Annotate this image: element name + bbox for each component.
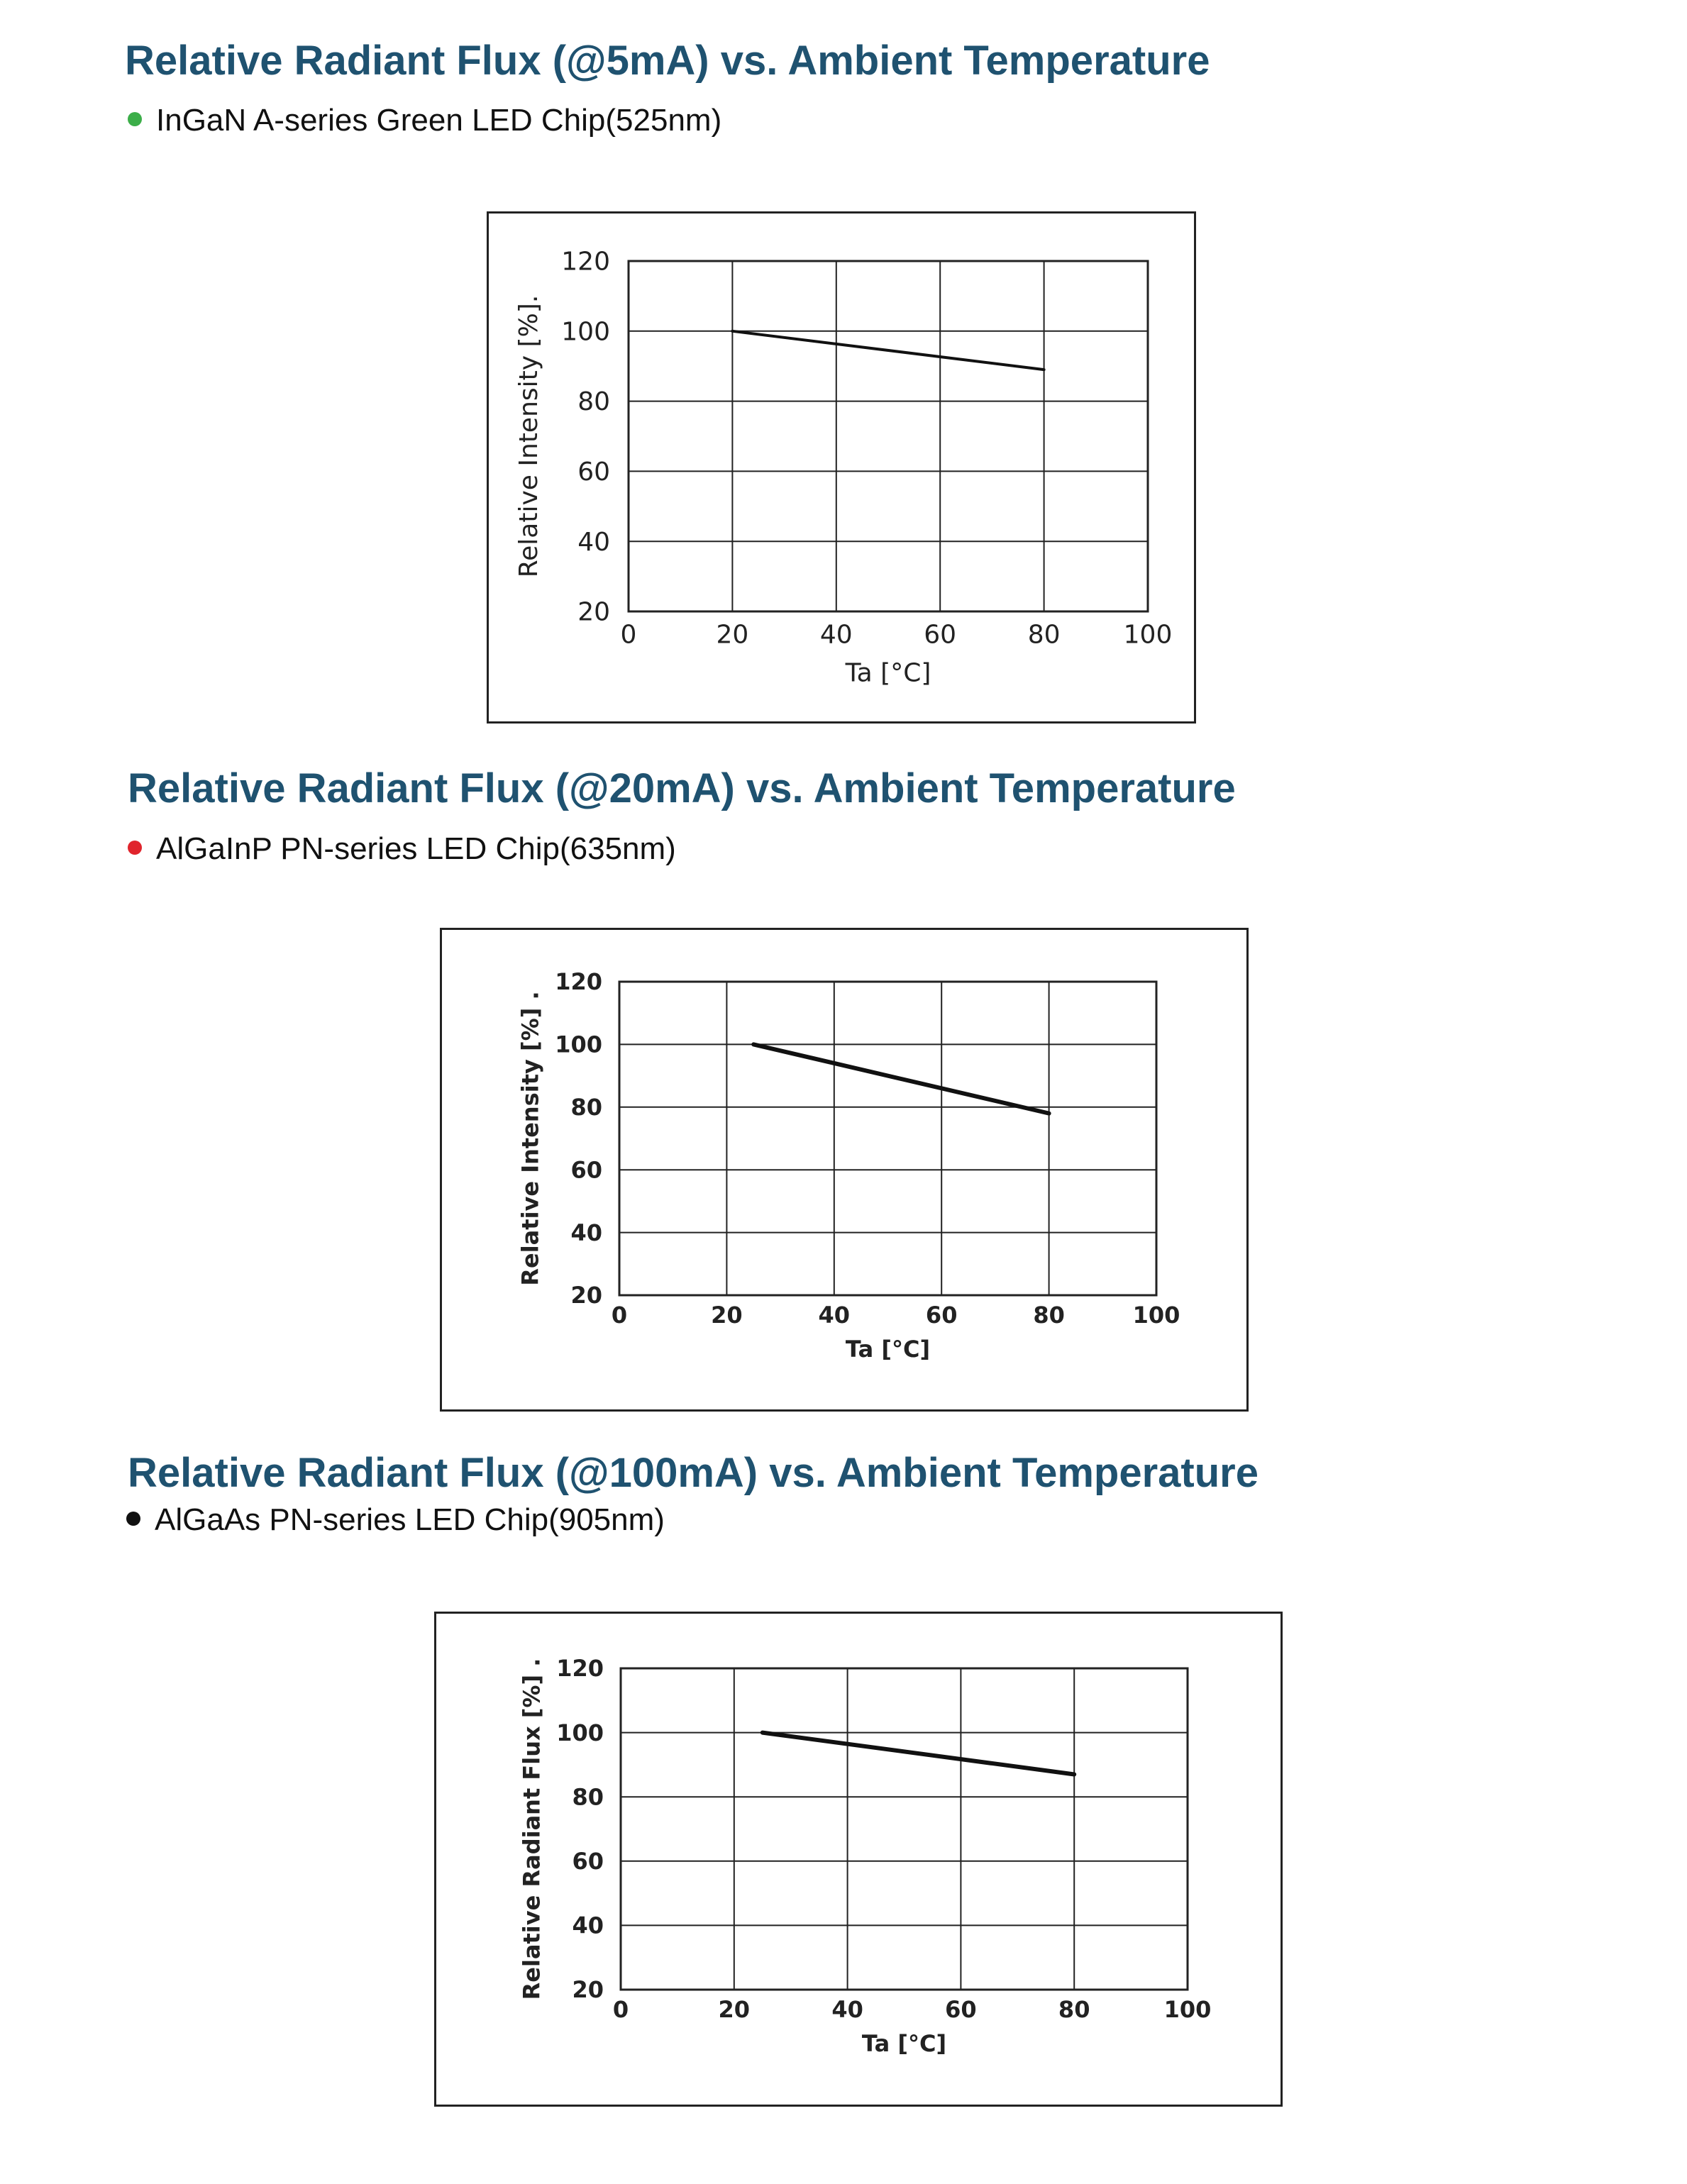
x-tick-label: 100 (1132, 1302, 1180, 1329)
y-tick-label: 60 (570, 1156, 602, 1184)
x-tick-label: 60 (945, 1996, 977, 2024)
x-tick-label: 40 (831, 1996, 863, 2024)
y-tick-label: 80 (577, 387, 610, 417)
x-tick-label: 0 (612, 1996, 629, 2024)
x-axis-label: Ta [°C] (845, 1336, 931, 1363)
y-tick-label: 120 (561, 247, 610, 277)
y-tick-label: 100 (561, 317, 610, 347)
x-tick-label: 80 (1027, 620, 1061, 650)
relative-intensity-chart-20ma (440, 928, 1249, 1412)
y-tick-label: 120 (555, 968, 602, 996)
x-tick-label: 20 (718, 1996, 751, 2024)
x-tick-label: 80 (1033, 1302, 1065, 1329)
x-tick-label: 40 (819, 620, 853, 650)
y-tick-label: 60 (577, 458, 610, 487)
x-tick-label: 0 (620, 620, 637, 650)
x-tick-label: 100 (1163, 1996, 1212, 2024)
section-subtitle (126, 1502, 665, 1538)
y-tick-label: 60 (572, 1848, 604, 1875)
x-axis-label: Ta [°C] (845, 658, 931, 688)
y-axis-label: Relative Intensity [%] . (516, 991, 544, 1286)
x-tick-label: 40 (818, 1302, 851, 1329)
y-tick-label: 20 (577, 597, 610, 627)
black-bullet-icon (126, 1512, 140, 1526)
y-tick-label: 20 (572, 1976, 604, 2004)
red-bullet-icon (128, 841, 142, 855)
chip-label: InGaN A-series Green LED Chip(525nm) (156, 103, 722, 138)
x-axis-label: Ta [°C] (861, 2030, 947, 2058)
y-axis-label: Relative Radiant Flux [%] . (518, 1658, 546, 2000)
section-subtitle (128, 831, 676, 867)
y-tick-label: 40 (572, 1912, 604, 1939)
x-tick-label: 60 (925, 1302, 958, 1329)
x-tick-label: 80 (1058, 1996, 1090, 2024)
relative-intensity-chart-5ma (487, 211, 1196, 724)
y-tick-label: 20 (570, 1282, 602, 1309)
y-tick-label: 40 (577, 527, 610, 557)
relative-radiant-flux-chart-100ma (434, 1612, 1283, 2107)
y-tick-label: 80 (572, 1783, 604, 1811)
x-tick-label: 100 (1123, 620, 1173, 650)
x-tick-label: 0 (611, 1302, 628, 1329)
x-tick-label: 20 (711, 1302, 743, 1329)
x-tick-label: 20 (716, 620, 749, 650)
chip-label: AlGaInP PN-series LED Chip(635nm) (156, 831, 676, 866)
section-title: Relative Radiant Flux (@5mA) vs. Ambient Temperature (125, 38, 1210, 84)
x-tick-label: 60 (924, 620, 957, 650)
section-title: Relative Radiant Flux (@100mA) vs. Ambient Temperature (128, 1450, 1259, 1496)
y-tick-label: 100 (556, 1719, 604, 1746)
y-tick-label: 100 (555, 1031, 602, 1058)
y-tick-label: 80 (570, 1094, 602, 1121)
y-tick-label: 120 (556, 1655, 604, 1683)
chip-label: AlGaAs PN-series LED Chip(905nm) (155, 1502, 665, 1537)
section-title: Relative Radiant Flux (@20mA) vs. Ambient Temperature (128, 765, 1236, 811)
chart-frame (436, 1613, 1282, 2106)
y-tick-label: 40 (570, 1219, 602, 1246)
y-axis-label: Relative Intensity [%]. (514, 294, 543, 578)
